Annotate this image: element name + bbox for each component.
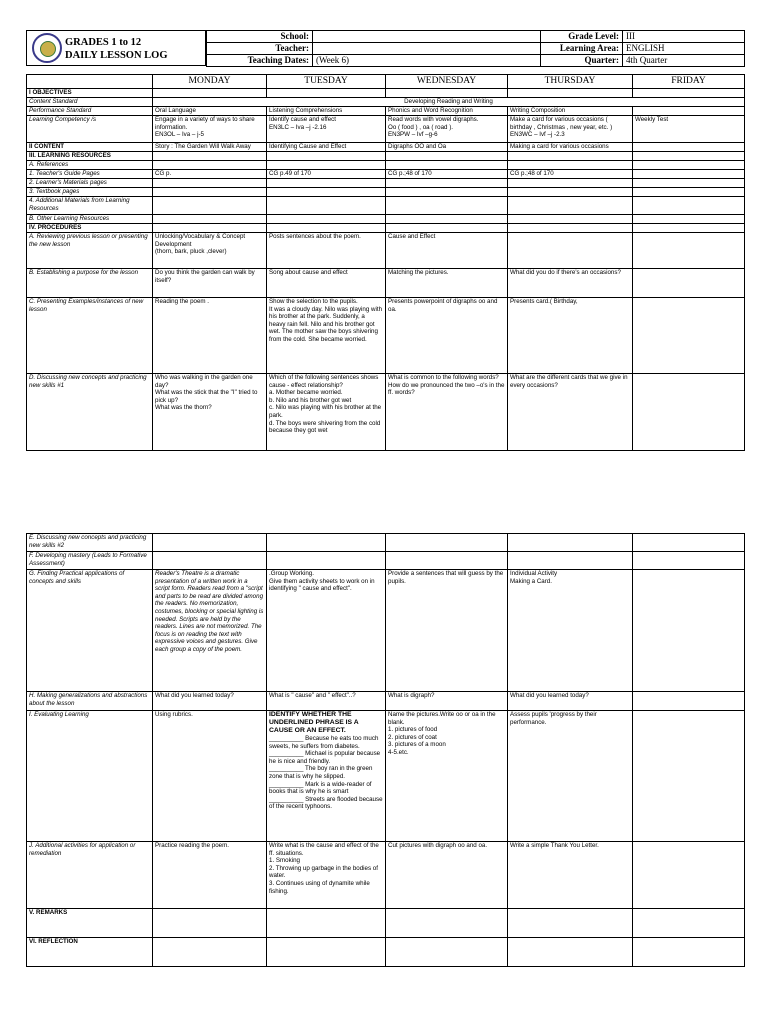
content-wed: Digraphs OO and Oa [386, 143, 508, 152]
procedure-a-label: A. Reviewing previous lesson or presenting the new lesson [27, 233, 153, 269]
content-fri [633, 143, 745, 152]
procedure-b-thu: What did you do if there's an occasions? [508, 269, 633, 298]
section-reflection: VI. REFLECTION [27, 938, 153, 967]
content-tue: Identifying Cause and Effect [267, 143, 386, 152]
procedure-g-wed: Provide a sentences that will guess by the pupils. [386, 570, 508, 692]
learning-area-value[interactable]: ENGLISH [623, 43, 745, 55]
teacher-label: Teacher: [207, 43, 313, 55]
procedure-j-fri [633, 842, 745, 909]
learning-area-label: Learning Area: [541, 43, 623, 55]
competency-thu: Make a card for various occasions ( birthday , Christmas , new year, etc. ) EN3WC – Ivf –j -2.3 [508, 116, 633, 143]
performance-standard-label: Performance Standard [27, 107, 153, 116]
teaching-dates-label: Teaching Dates: [207, 55, 313, 67]
learners-materials-label: 2. Learner's Materials pages [27, 179, 153, 188]
tg-wed: CG p.;48 of 170 [386, 170, 508, 179]
section-procedures: IV. PROCEDURES [27, 224, 153, 233]
grade-level-value[interactable]: III [623, 31, 745, 43]
procedure-c-tue: Show the selection to the pupils. It was a cloudy day. Nilo was playing with his brother at the park. Suddenly, a heavy rain fell. Nilo and his brother got wet. The mother saw the boys shivering from the cold. She became worried. [267, 298, 386, 374]
day-thursday: THURSDAY [508, 75, 633, 89]
school-label: School: [207, 31, 313, 43]
procedure-d-fri [633, 374, 745, 451]
procedure-i-fri [633, 711, 745, 842]
identify-items: __________ Because he eats too much sweets, he suffers from diabetes. __________ Michael is popular because he is nice and friendly. __________ The boy ran in the green zone that is why he slipped. __________ Mark is a wide-reader of books that is why he is smart __________ Streets are flooded because of the recent typhoons. [269, 735, 383, 811]
additional-materials-label: 4. Additional Materials from Learning Resources [27, 197, 153, 215]
procedure-i-label: I. Evaluating Learning [27, 711, 153, 842]
procedure-d-thu: What are the different cards that we give in every occasions? [508, 374, 633, 451]
performance-fri [633, 107, 745, 116]
competency-tue: Identify cause and effect EN3LC – Iva –j -2.16 [267, 116, 386, 143]
procedure-c-wed: Presents powerpoint of digraphs oo and oa. [386, 298, 508, 374]
performance-wed: Phonics and Word Recognition [386, 107, 508, 116]
section-resources: III. LEARNING RESOURCES [27, 152, 153, 161]
performance-tue: Listening Comprehensions [267, 107, 386, 116]
procedure-h-mon: What did you learned today? [153, 692, 267, 711]
teachers-guide-label: 1. Teacher's Guide Pages [27, 170, 153, 179]
corner-cell [27, 75, 153, 89]
procedure-f-label: F. Developing mastery (Leads to Formative Assessment) [27, 552, 153, 570]
procedure-h-thu: What did you learned today? [508, 692, 633, 711]
identify-heading: IDENTIFY WHETHER THE UNDERLINED PHRASE IS A CAUSE OR AN EFFECT. [269, 711, 359, 734]
tg-thu: CG p.;48 of 170 [508, 170, 633, 179]
procedure-b-label: B. Establishing a purpose for the lesson [27, 269, 153, 298]
procedure-i-wed: Name the pictures.Write oo or oa in the blank. 1. pictures of food 2. pictures of coat 3. pictures of a moon 4-5.etc. [386, 711, 508, 842]
procedure-d-label: D. Discussing new concepts and practicing new skills #1 [27, 374, 153, 451]
deped-seal-icon [32, 33, 62, 63]
other-resources-label: B. Other Learning Resources [27, 215, 153, 224]
procedure-c-label: C. Presenting Examples/instances of new lesson [27, 298, 153, 374]
performance-mon: Oral Language [153, 107, 267, 116]
school-value[interactable] [313, 31, 541, 43]
procedure-h-fri [633, 692, 745, 711]
procedure-d-tue: Which of the following sentences shows cause - effect relationship? a. Mother became worried. b. Nilo and his brother got wet c. Nilo was playing with his brother at the park. d. The boys were shivering from the cold because they got wet [267, 374, 386, 451]
quarter-value[interactable]: 4th Quarter [623, 55, 745, 67]
procedure-h-label: H. Making generalizations and abstractions about the lesson [27, 692, 153, 711]
procedure-b-wed: Matching the pictures. [386, 269, 508, 298]
procedure-g-label: G. Finding Practical applications of concepts and skills [27, 570, 153, 692]
teaching-dates-value[interactable]: (Week 6) [313, 55, 541, 67]
procedure-a-tue: Posts sentences about the poem. [267, 233, 386, 269]
procedure-c-thu: Presents card.( Birthday, [508, 298, 633, 374]
procedure-a-mon: Unlocking/Vocabulary & Concept Development (thorn, bark, pluck ,clever) [153, 233, 267, 269]
content-standard-label: Content Standard [27, 98, 153, 107]
section-objectives: I OBJECTIVES [27, 89, 153, 98]
procedure-i-thu: Assess pupils 'progress by their performance. [508, 711, 633, 842]
section-remarks: V. REMARKS [27, 909, 153, 938]
logo-line-1: GRADES 1 to 12 [65, 37, 142, 48]
procedure-g-thu: Individual Activity Making a Card. [508, 570, 633, 692]
procedure-h-tue: What is " cause" and " effect"..? [267, 692, 386, 711]
procedure-j-label: J. Additional activities for application or remediation [27, 842, 153, 909]
procedure-g-fri [633, 570, 745, 692]
competency-fri: Weekly Test [633, 116, 745, 143]
competency-wed: Read words with vowel digraphs. Oo ( food ) , oa ( road ). EN3PW – Ivf –g-6 [386, 116, 508, 143]
tg-fri [633, 170, 745, 179]
content-standard-value: Developing Reading and Writing [153, 98, 745, 107]
procedure-j-tue: Write what is the cause and effect of the ff. situations. 1. Smoking 2. Throwing up garbage in the bodies of water. 3. Continues using of dynamite while fishing. [267, 842, 386, 909]
content-mon: Story : The Garden Will Walk Away [153, 143, 267, 152]
procedure-a-fri [633, 233, 745, 269]
day-tuesday: TUESDAY [267, 75, 386, 89]
procedure-j-mon: Practice reading the poem. [153, 842, 267, 909]
day-monday: MONDAY [153, 75, 267, 89]
lesson-log-table-page2 [26, 533, 745, 967]
procedure-a-thu [508, 233, 633, 269]
section-content: II CONTENT [27, 143, 153, 152]
procedure-b-fri [633, 269, 745, 298]
lesson-log-table-page1 [26, 74, 745, 451]
tg-tue: CG p.49 of 170 [267, 170, 386, 179]
tg-mon: CG p. [153, 170, 267, 179]
logo-block [26, 30, 206, 66]
procedure-d-wed: What is common to the following words? How do we pronounced the two –o's in the ff. words? [386, 374, 508, 451]
procedure-b-tue: Song about cause and effect [267, 269, 386, 298]
header-table [206, 30, 745, 67]
procedure-g-mon: Reader's Theatre is a dramatic presentation of a written work in a script form. Readers read from a "script and parts to be read are divided among the readers. No memorization, costumes, blocking or special lighting is needed. Scripts are held by the readers. Lines are not memorized. The focus is on reading the text with expressive voices and gestures. Give each group a copy of the poem. [153, 570, 267, 692]
procedure-h-wed: What is digraph? [386, 692, 508, 711]
procedure-a-wed: Cause and Effect [386, 233, 508, 269]
procedure-j-wed: Cut pictures with digraph oo and oa. [386, 842, 508, 909]
procedure-i-mon: Using rubrics. [153, 711, 267, 842]
procedure-j-thu: Write a simple Thank You Letter. [508, 842, 633, 909]
quarter-label: Quarter: [541, 55, 623, 67]
grade-level-label: Grade Level: [541, 31, 623, 43]
performance-thu: Writing Composition [508, 107, 633, 116]
textbook-pages-label: 3. Textbook pages [27, 188, 153, 197]
day-wednesday: WEDNESDAY [386, 75, 508, 89]
content-thu: Making a card for various occasions [508, 143, 633, 152]
procedure-d-mon: Who was walking in the garden one day? What was the stick that the "I" tried to pick up? What was the thorn? [153, 374, 267, 451]
logo-line-2: DAILY LESSON LOG [65, 50, 168, 61]
procedure-c-mon: Reading the poem . [153, 298, 267, 374]
procedure-c-fri [633, 298, 745, 374]
day-friday: FRIDAY [633, 75, 745, 89]
procedure-b-mon: Do you think the garden can walk by itself? [153, 269, 267, 298]
competency-label: Learning Competency /s [27, 116, 153, 143]
teacher-value[interactable] [313, 43, 541, 55]
procedure-e-label: E. Discussing new concepts and practicing new skills #2 [27, 534, 153, 552]
references-label: A. References [27, 161, 153, 170]
competency-mon: Engage in a variety of ways to share information. EN3OL – Iva – j-5 [153, 116, 267, 143]
procedure-g-tue: .Group Working. Give them activity sheets to work on in identifying " cause and effect". [267, 570, 386, 692]
procedure-i-tue [267, 711, 386, 842]
